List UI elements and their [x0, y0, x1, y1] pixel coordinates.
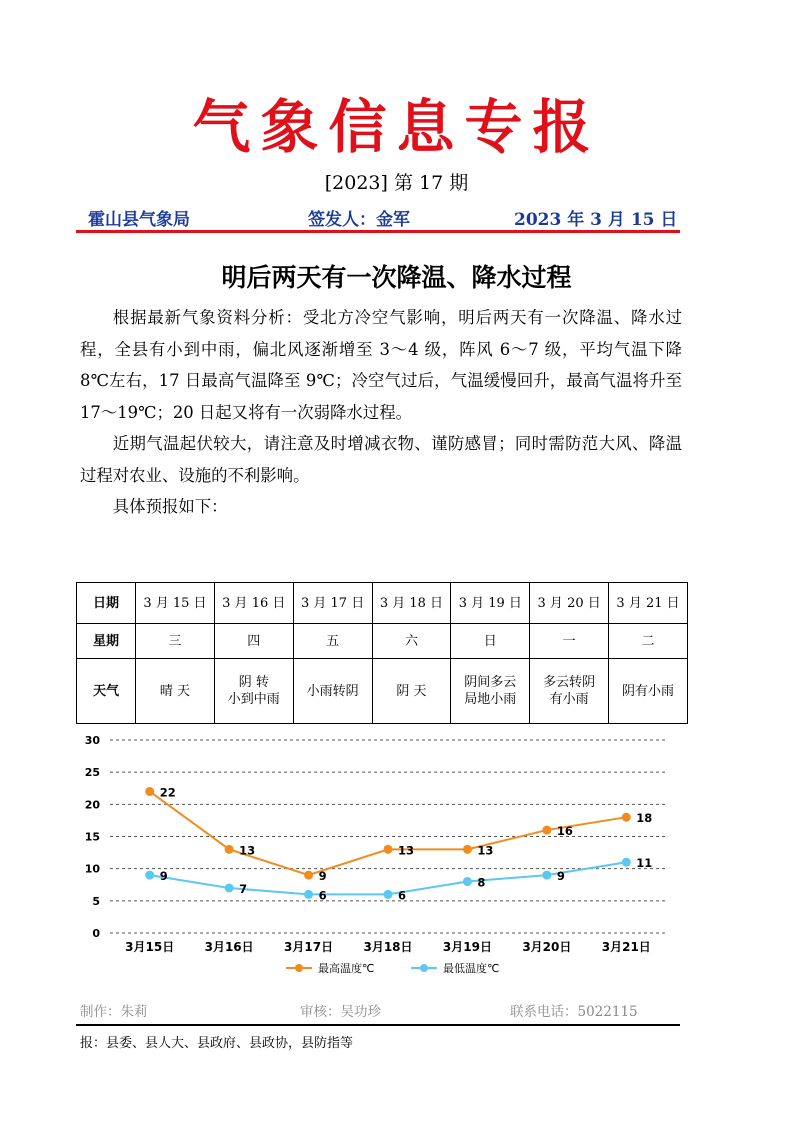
legend-swatch-marker	[295, 964, 303, 972]
data-point	[463, 845, 472, 854]
weekday-row	[77, 624, 688, 659]
masthead-title: 气象信息专报	[192, 93, 601, 161]
report-headline: 明后两天有一次降温、降水过程	[221, 263, 572, 292]
header-divider	[76, 230, 680, 233]
y-tick-label: 15	[84, 830, 100, 844]
date-cell: 3 月 18 日	[372, 583, 451, 624]
x-tick-label: 3月17日	[284, 940, 334, 954]
date-cell: 3 月 17 日	[293, 583, 372, 624]
row-header-date: 日期	[77, 583, 136, 624]
issue-date: 2023 年 3 月 15 日	[514, 210, 678, 230]
legend-swatch-marker	[420, 964, 428, 972]
weather-cell	[372, 659, 451, 724]
data-label: 6	[398, 888, 407, 903]
x-tick-label: 3月15日	[125, 940, 175, 954]
data-label: 8	[477, 875, 486, 890]
x-tick-label: 3月21日	[601, 940, 651, 954]
paragraph-intro: 具体预报如下：	[112, 497, 228, 516]
weekday-cell: 二	[609, 624, 688, 659]
paragraph-advice: 近期气温起伏较大，请注意及时增减衣物、谨防感冒；同时需防范大风、降温过程对农业、设施的不利影响。	[80, 434, 682, 485]
date-cell: 3 月 21 日	[609, 583, 688, 624]
agency-name: 霍山县气象局	[88, 210, 190, 230]
x-tick-label: 3月19日	[442, 940, 492, 954]
weather-line: 小雨转阴	[306, 683, 359, 699]
weather-line: 有小雨	[549, 692, 589, 707]
info-bar	[88, 205, 678, 231]
y-tick-label: 20	[84, 798, 100, 812]
data-point	[304, 871, 313, 880]
issuer: 签发人：金军	[308, 210, 410, 230]
x-tick-label: 3月16日	[204, 940, 254, 954]
data-label: 9	[556, 869, 565, 884]
data-point	[542, 826, 551, 835]
temperature-chart	[76, 728, 686, 983]
x-tick-label: 3月20日	[522, 940, 572, 954]
data-point	[304, 890, 313, 899]
legend-entry: 最低温度℃	[443, 962, 500, 975]
data-point	[145, 871, 154, 880]
date-cell: 3 月 19 日	[451, 583, 530, 624]
data-label: 18	[636, 811, 653, 826]
data-point	[622, 813, 631, 822]
weather-line: 晴 天	[159, 683, 190, 699]
weekday-cell: 日	[451, 624, 530, 659]
weather-cell	[293, 659, 372, 724]
distribution-list: 报：县委、县人大、县政府、县政协，县防指等	[80, 1036, 354, 1051]
y-tick-label: 30	[84, 734, 100, 747]
footer-contact: 联系电话：5022115	[510, 1004, 638, 1020]
y-tick-label: 25	[84, 766, 100, 780]
weather-row	[77, 659, 688, 724]
forecast-table	[76, 582, 688, 724]
footer-reviewer: 审核：吴功珍	[300, 1004, 381, 1020]
weather-line: 多云转阴	[543, 675, 596, 690]
data-label: 7	[239, 881, 248, 896]
footer-divider	[76, 1024, 680, 1026]
series-line	[150, 862, 627, 894]
data-label: 13	[398, 843, 415, 858]
data-point	[622, 858, 631, 867]
weekday-cell: 四	[214, 624, 293, 659]
y-tick-label: 10	[84, 862, 100, 876]
data-point	[463, 877, 472, 886]
data-label: 16	[556, 824, 573, 839]
legend-entry: 最高温度℃	[318, 962, 375, 975]
weather-cell	[136, 659, 215, 724]
footer-author: 制作：朱莉	[80, 1004, 148, 1020]
date-cell: 3 月 20 日	[530, 583, 609, 624]
weather-cell	[451, 659, 530, 724]
paragraph-analysis: 根据最新气象资料分析：受北方冷空气影响，明后两天有一次降温、降水过程，全县有小到中雨，偏北风逐渐增至 3～4 级，阵风 6～7 级，平均气温下降 8℃左右，17 日最高气温降至 9℃；冷空气过后，气温缓慢回升，最高气温将升至 17～19℃；20 日起又将有一次弱降水过程。	[80, 308, 682, 422]
weather-line: 阴 转	[238, 675, 269, 690]
report-body	[80, 302, 682, 523]
data-point	[225, 883, 234, 892]
weather-line: 阴有小雨	[622, 683, 675, 699]
data-label: 9	[318, 869, 327, 884]
data-label: 6	[318, 888, 327, 903]
date-cell: 3 月 15 日	[136, 583, 215, 624]
data-label: 9	[159, 869, 168, 884]
data-point	[225, 845, 234, 854]
data-point	[384, 890, 393, 899]
weather-line: 小到中雨	[227, 692, 280, 707]
weekday-cell: 一	[530, 624, 609, 659]
data-label: 13	[477, 843, 494, 858]
y-tick-label: 5	[92, 894, 100, 908]
weather-line: 阴间多云	[464, 675, 517, 690]
weather-line: 阴 天	[396, 683, 427, 699]
x-tick-label: 3月18日	[363, 940, 413, 954]
weather-cell	[530, 659, 609, 724]
y-tick-label: 0	[92, 927, 100, 940]
date-cell: 3 月 16 日	[214, 583, 293, 624]
row-header-weather: 天气	[77, 659, 136, 724]
row-header-weekday: 星期	[77, 624, 136, 659]
data-label: 11	[636, 856, 653, 871]
weather-cell	[214, 659, 293, 724]
issue-number: [2023] 第 17 期	[324, 172, 469, 194]
data-point	[384, 845, 393, 854]
weather-cell	[609, 659, 688, 724]
data-label: 22	[159, 785, 176, 800]
footer	[80, 1000, 680, 1020]
weather-line: 局地小雨	[464, 692, 517, 707]
weekday-cell: 五	[293, 624, 372, 659]
weekday-cell: 三	[136, 624, 215, 659]
data-point	[542, 871, 551, 880]
data-label: 13	[239, 843, 256, 858]
weekday-cell: 六	[372, 624, 451, 659]
date-row	[77, 583, 688, 624]
data-point	[145, 787, 154, 796]
